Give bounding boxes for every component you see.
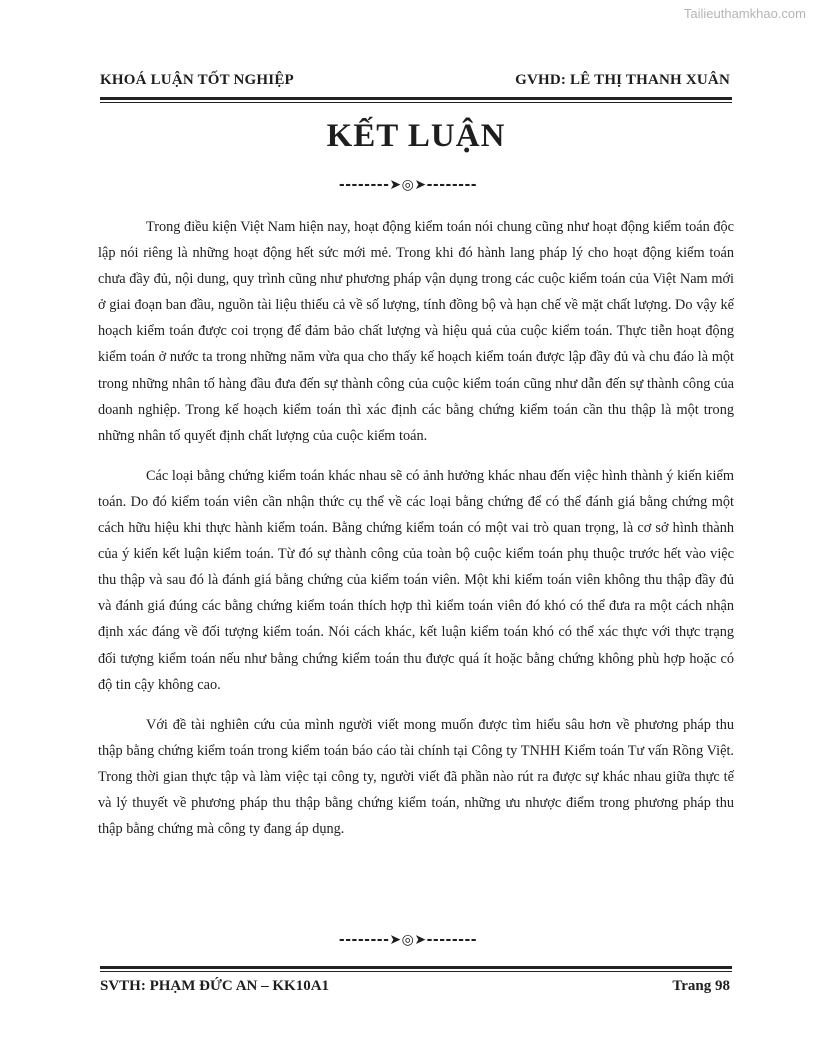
- ornament-divider-top: --------➤◎➤--------: [338, 177, 478, 193]
- header-advisor-label: GVHD: LÊ THỊ THANH XUÂN: [515, 72, 730, 88]
- ornament-divider-bottom: --------➤◎➤--------: [338, 932, 478, 948]
- page-header: [100, 72, 730, 89]
- paragraph-3: Với đề tài nghiên cứu của mình người viết mong muốn được tìm hiểu sâu hơn về phương pháp thu thập bằng chứng kiểm toán trong kiểm toán báo cáo tài chính tại Công ty TNHH Kiểm toán Tư vấn Rồng Việt. Trong thời gian thực tập và làm việc tại công ty, người viết đã phần nào rút ra được sự khác nhau giữa thực tế và lý thuyết về phương pháp thu thập bằng chứng kiểm toán, những ưu nhược điểm trong phương pháp thu thập bằng chứng mà công ty đang áp dụng.: [98, 716, 734, 838]
- header-thesis-label: KHOÁ LUẬN TỐT NGHIỆP: [100, 72, 294, 88]
- header-divider: [100, 97, 732, 103]
- footer-student-label: SVTH: PHẠM ĐỨC AN – KK10A1: [100, 978, 330, 994]
- page-title: KẾT LUẬN: [326, 118, 506, 154]
- paragraph-1: Trong điều kiện Việt Nam hiện nay, hoạt động kiểm toán nói chung cũng như hoạt động kiểm toán độc lập nói riêng là những hoạt động hết sức mới mẻ. Trong khi đó hành lang pháp lý cho hoạt động kiểm toán chưa đầy đủ, nội dung, quy trình cũng như phương pháp vận dụng trong các cuộc kiểm toán của Việt Nam mới ở giai đoạn ban đầu, nguồn tài liệu thiếu cả về số lượng, tính đồng bộ và hạn chế về mặt chất lượng. Do vậy kế hoạch kiểm toán được coi trọng để đảm bảo chất lượng và hiệu quả của cuộc kiểm toán. Thực tiễn hoạt động kiểm toán ở nước ta trong những năm vừa qua cho thấy kế hoạch kiểm toán được lập đầy đủ và chu đáo là một trong những nhân tố hàng đầu đưa đến sự thành công của cuộc kiểm toán cũng như dẫn đến sự thành công của doanh nghiệp. Trong kế hoạch kiểm toán thì xác định các bằng chứng kiểm toán cần thu thập là một trong những nhân tố quyết định chất lượng của cuộc kiểm toán.: [98, 219, 734, 444]
- page-number: Trang 98: [672, 978, 730, 994]
- body-text: [98, 214, 734, 856]
- page-footer: [100, 978, 730, 995]
- watermark-text: Tailieuthamkhao.com: [683, 6, 806, 21]
- paragraph-2: Các loại bằng chứng kiểm toán khác nhau sẽ có ảnh hưởng khác nhau đến việc hình thành ý kiến kiểm toán. Do đó kiểm toán viên cần nhận thức cụ thể về các loại bằng chứng để có thể đánh giá bằng chứng một cách hữu hiệu khi thực hành kiểm toán. Bằng chứng kiểm toán có một vai trò quan trọng, là cơ sở hình thành của ý kiến kết luận kiểm toán. Từ đó sự thành công của toàn bộ cuộc kiểm toán phụ thuộc trước hết vào việc thu thập và sau đó là đánh giá bằng chứng của kiểm toán viên. Một khi kiểm toán viên không thu thập đầy đủ và đánh giá đúng các bằng chứng kiểm toán thích hợp thì kiểm toán viên đó khó có thể đưa ra một cách nhận định xác đáng về đối tượng kiểm toán. Nói cách khác, kết luận kiểm toán khó có thể xác thực với thực trạng đối tượng kiểm toán nếu như bằng chứng kiểm toán thu được quá ít hoặc bằng chứng không phù hợp hoặc có độ tin cậy không cao.: [98, 467, 734, 693]
- footer-divider: [100, 966, 732, 972]
